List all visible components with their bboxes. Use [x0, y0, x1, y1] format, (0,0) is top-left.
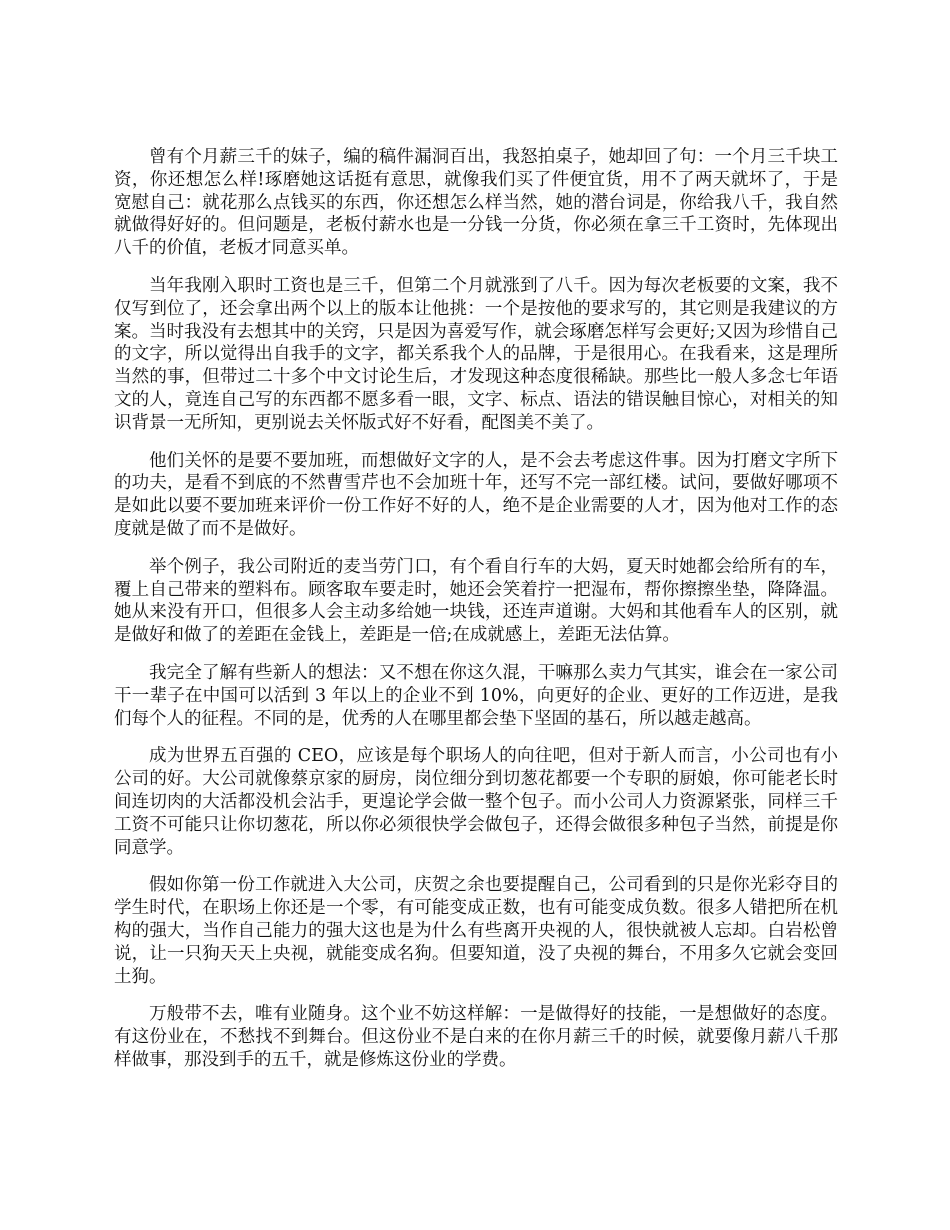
paragraph: 曾有个月薪三千的妹子，编的稿件漏洞百出，我怒拍桌子，她却回了句：一个月三千块工资，你还想怎么样!琢磨她这话挺有意思，就像我们买了件便宜货，用不了两天就坏了，于是宽慰自己：就花那么点钱买的东西，你还想怎么样当然，她的潜台词是，你给我八千，我自然就做得好好的。但问题是，老板付薪水也是一分钱一分货，你必须在拿三千工资时，先体现出八千的价值，老板才同意买单。 [114, 147, 838, 259]
paragraph: 举个例子，我公司附近的麦当劳门口，有个看自行车的大妈，夏天时她都会给所有的车，覆上自己带来的塑料布。顾客取车要走时，她还会笑着拧一把湿布，帮你擦擦坐垫，降降温。她从来没有开口，但很多人会主动多给她一块钱，还连声道谢。大妈和其他看车人的区别，就是做好和做了的差距在金钱上，差距是一倍;在成就感上，差距无法估算。 [114, 556, 838, 646]
paragraph: 当年我刚入职时工资也是三千，但第二个月就涨到了八千。因为每次老板要的文案，我不仅写到位了，还会拿出两个以上的版本让他挑：一个是按他的要求写的，其它则是我建议的方案。当时我没有去想其中的关窍，只是因为喜爱写作，就会琢磨怎样写会更好;又因为珍惜自己的文字，所以觉得出自我手的文字，都关系我个人的品牌，于是很用心。在我看来，这是理所当然的事，但带过二十多个中文讨论生后，才发现这种态度很稀缺。那些比一般人多念七年语文的人，竟连自己写的东西都不愿多看一眼，文字、标点、语法的错误触目惊心，对相关的知识背景一无所知，更别说去关怀版式好不好看，配图美不美了。 [114, 275, 838, 433]
paragraph: 成为世界五百强的 CEO，应该是每个职场人的向往吧，但对于新人而言，小公司也有小公司的好。大公司就像蔡京家的厨房，岗位细分到切葱花都要一个专职的厨娘，你可能老长时间连切肉的大活都没机会沾手，更遑论学会做一整个包子。而小公司人力资源紧张，同样三千工资不可能只让你切葱花，所以你必须很快学会做包子，还得会做很多种包子当然，前提是你同意学。 [114, 746, 838, 858]
document-body [114, 146, 838, 1087]
paragraph: 我完全了解有些新人的想法：又不想在你这久混，干嘛那么卖力气其实，谁会在一家公司干一辈子在中国可以活到 3 年以上的企业不到 10%，向更好的企业、更好的工作迈进，是我们每个人的征程。不同的是，优秀的人在哪里都会垫下坚固的基石，所以越走越高。 [114, 662, 838, 729]
paragraph: 假如你第一份工作就进入大公司，庆贺之余也要提醒自己，公司看到的只是你光彩夺目的学生时代，在职场上你还是一个零，有可能变成正数，也有可能变成负数。很多人错把所在机构的强大，当作自己能力的强大这也是为什么有些离开央视的人，很快就被人忘却。白岩松曾说，让一只狗天天上央视，就能变成名狗。但要知道，没了央视的舞台，不用多久它就会变回土狗。 [114, 875, 838, 987]
paragraph: 他们关怀的是要不要加班，而想做好文字的人，是不会去考虑这件事。因为打磨文字所下的功夫，是看不到底的不然曹雪芹也不会加班十年，还写不完一部红楼。试问，要做好哪项不是如此以要不要加班来评价一份工作好不好的人，绝不是企业需要的人才，因为他对工作的态度就是做了而不是做好。 [114, 450, 838, 539]
paragraph: 万般带不去，唯有业随身。这个业不妨这样解：一是做得好的技能，一是想做好的态度。有这份业在，不愁找不到舞台。但这份业不是白来的在你月薪三千的时候，就要像月薪八千那样做事，那没到手的五千，就是修炼这份业的学费。 [114, 1004, 838, 1070]
